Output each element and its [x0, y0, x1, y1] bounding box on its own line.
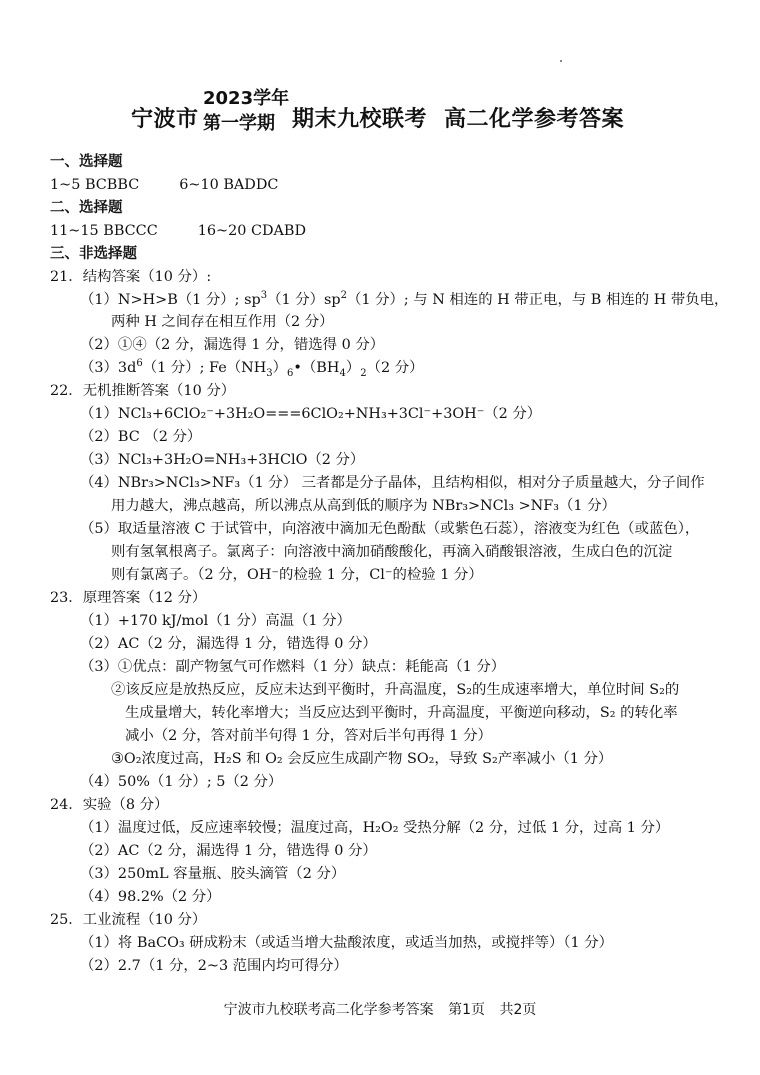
q23-part2: （2）AC（2 分，漏选得 1 分，错选得 0 分）: [80, 636, 377, 652]
question-25-heading: 25．工业流程（10 分）: [50, 912, 207, 928]
answer-6-10: 6~10 BADDC: [179, 177, 279, 193]
q22-part1: （1）NCl₃+6ClO₂⁻+3H₂O===6ClO₂+NH₃+3Cl⁻+3OH⁻（2 分）: [80, 406, 542, 422]
q21-part1-b: （1 分）sp: [267, 292, 341, 308]
q21-part1-c: （1 分）; 与 N 相连的 H 带正电，与 B 相连的 H 带负电，: [346, 292, 729, 308]
scan-speck: [560, 60, 562, 62]
question-21-heading: 21．结构答案（10 分）:: [50, 269, 212, 285]
q21-part3-c: ）: [272, 360, 288, 376]
q21-part2: （2）①④（2 分，漏选得 1 分，错选得 0 分）: [80, 337, 385, 353]
title-exam: 期末九校联考: [292, 107, 428, 132]
footer-page-number: 第1页: [448, 1002, 485, 1018]
question-24-heading: 24．实验（8 分）: [50, 797, 169, 813]
q21-part3-d: •（BH: [293, 360, 340, 376]
q24-part2: （2）AC（2 分，漏选得 1 分，错选得 0 分）: [80, 843, 377, 859]
q23-part3-item2-cont1: 生成量增大，转化率增大；当反应达到平衡时，升高温度，平衡逆向移动，S₂ 的转化率: [125, 705, 678, 721]
q22-part4-cont: 用力越大，沸点越高，所以沸点从高到低的顺序为 NBr₃>NCl₃ >NF₃（1 分）: [111, 498, 616, 514]
q21-part3-f: （2 分）: [366, 360, 424, 376]
q23-part1: （1）+170 kJ/mol（1 分）高温（1 分）: [80, 613, 351, 629]
q24-part1: （1）温度过低，反应速率较慢；温度过高，H₂O₂ 受热分解（2 分，过低 1 分，过高 1 分）: [80, 820, 670, 836]
subscript: 3: [266, 367, 273, 379]
q24-part3: （3）250mL 容量瓶、胶头滴管（2 分）: [80, 866, 346, 882]
q23-part3-item2-cont2: 减小（2 分，答对前半句得 1 分，答对后半句再得 1 分）: [125, 728, 492, 744]
subscript: 2: [360, 367, 367, 379]
subscript: 4: [339, 367, 346, 379]
q21-part1-cont: 两种 H 之间存在相互作用（2 分）: [111, 314, 334, 330]
title-subject: 高二化学参考答案: [444, 107, 625, 132]
superscript: 3: [260, 290, 268, 302]
q21-part1-a: （1）N>H>B（1 分）; sp: [80, 292, 261, 308]
q23-part4: （4）50%（1 分）; 5（2 分）: [80, 774, 283, 790]
superscript: 2: [340, 290, 347, 302]
q22-part5-cont1: 则有氢氧根离子。氯离子：向溶液中滴加硝酸酸化，再滴入硝酸银溶液，生成白色的沉淀: [111, 544, 673, 560]
answer-row-2: [50, 221, 306, 241]
q23-part3-item3: ③O₂浓度过高，H₂S 和 O₂ 会反应生成副产物 SO₂，导致 S₂产率减小（1 分）: [111, 751, 613, 767]
q23-part3-item2: ②该反应是放热反应，反应未达到平衡时，升高温度，S₂的生成速率增大，单位时间 S₂的: [111, 682, 680, 698]
superscript: 6: [136, 358, 143, 370]
title-term: 第一学期: [203, 113, 275, 134]
question-23-heading: 23．原理答案（12 分）: [50, 590, 207, 606]
section-heading-1: 一、选择题: [50, 154, 123, 170]
section-heading-3: 三、非选择题: [50, 246, 137, 262]
q22-part5: （5）取适量溶液 C 于试管中，向溶液中滴加无色酚酞（或紫色石蕊），溶液变为红色（或蓝色），: [80, 521, 700, 537]
q21-part3: [80, 358, 424, 378]
title-year-term: [203, 86, 293, 136]
q22-part5-cont2: 则有氯离子。（2 分，OH⁻的检验 1 分，Cl⁻的检验 1 分）: [111, 567, 483, 583]
title-city: 宁波市: [131, 107, 199, 132]
answer-16-20: 16~20 CDABD: [197, 223, 307, 239]
q21-part1: [80, 290, 728, 310]
q22-part2: （2）BC （2 分）: [80, 429, 202, 445]
q21-part3-e: ）: [345, 360, 361, 376]
footer-page-total: 共2页: [499, 1002, 537, 1018]
q25-part2: （2）2.7（1 分，2~3 范围内均可得分）: [80, 958, 348, 974]
q25-part1: （1）将 BaCO₃ 研成粉末（或适当增大盐酸浓度，或适当加热，或搅拌等）（1 分）: [80, 935, 614, 951]
subscript: 6: [287, 367, 294, 379]
title-year: 2023学年: [203, 88, 290, 109]
q24-part4: （4）98.2%（2 分）: [80, 889, 221, 905]
answer-1-5: 1~5 BCBBC: [50, 177, 140, 193]
q22-part3: （3）NCl₃+3H₂O=NH₃+3HClO（2 分）: [80, 452, 365, 468]
answer-row-1: [50, 175, 278, 195]
q21-part3-b: （1 分）; Fe（NH: [142, 360, 267, 376]
footer-doc-name: 宁波市九校联考高二化学参考答案: [223, 1002, 434, 1018]
question-22-heading: 22．无机推断答案（10 分）: [50, 383, 236, 399]
answer-11-15: 11~15 BBCCC: [50, 223, 158, 239]
q21-part3-a: （3）3d: [80, 360, 137, 376]
page-footer: [0, 999, 760, 1019]
q22-part4: （4）NBr₃>NCl₃>NF₃（1 分） 三者都是分子晶体，且结构相似，相对分子质量越大，分子间作: [80, 475, 705, 491]
q23-part3: （3）①优点：副产物氢气可作燃料（1 分）缺点：耗能高（1 分）: [80, 659, 506, 675]
section-heading-2: 二、选择题: [50, 200, 123, 216]
